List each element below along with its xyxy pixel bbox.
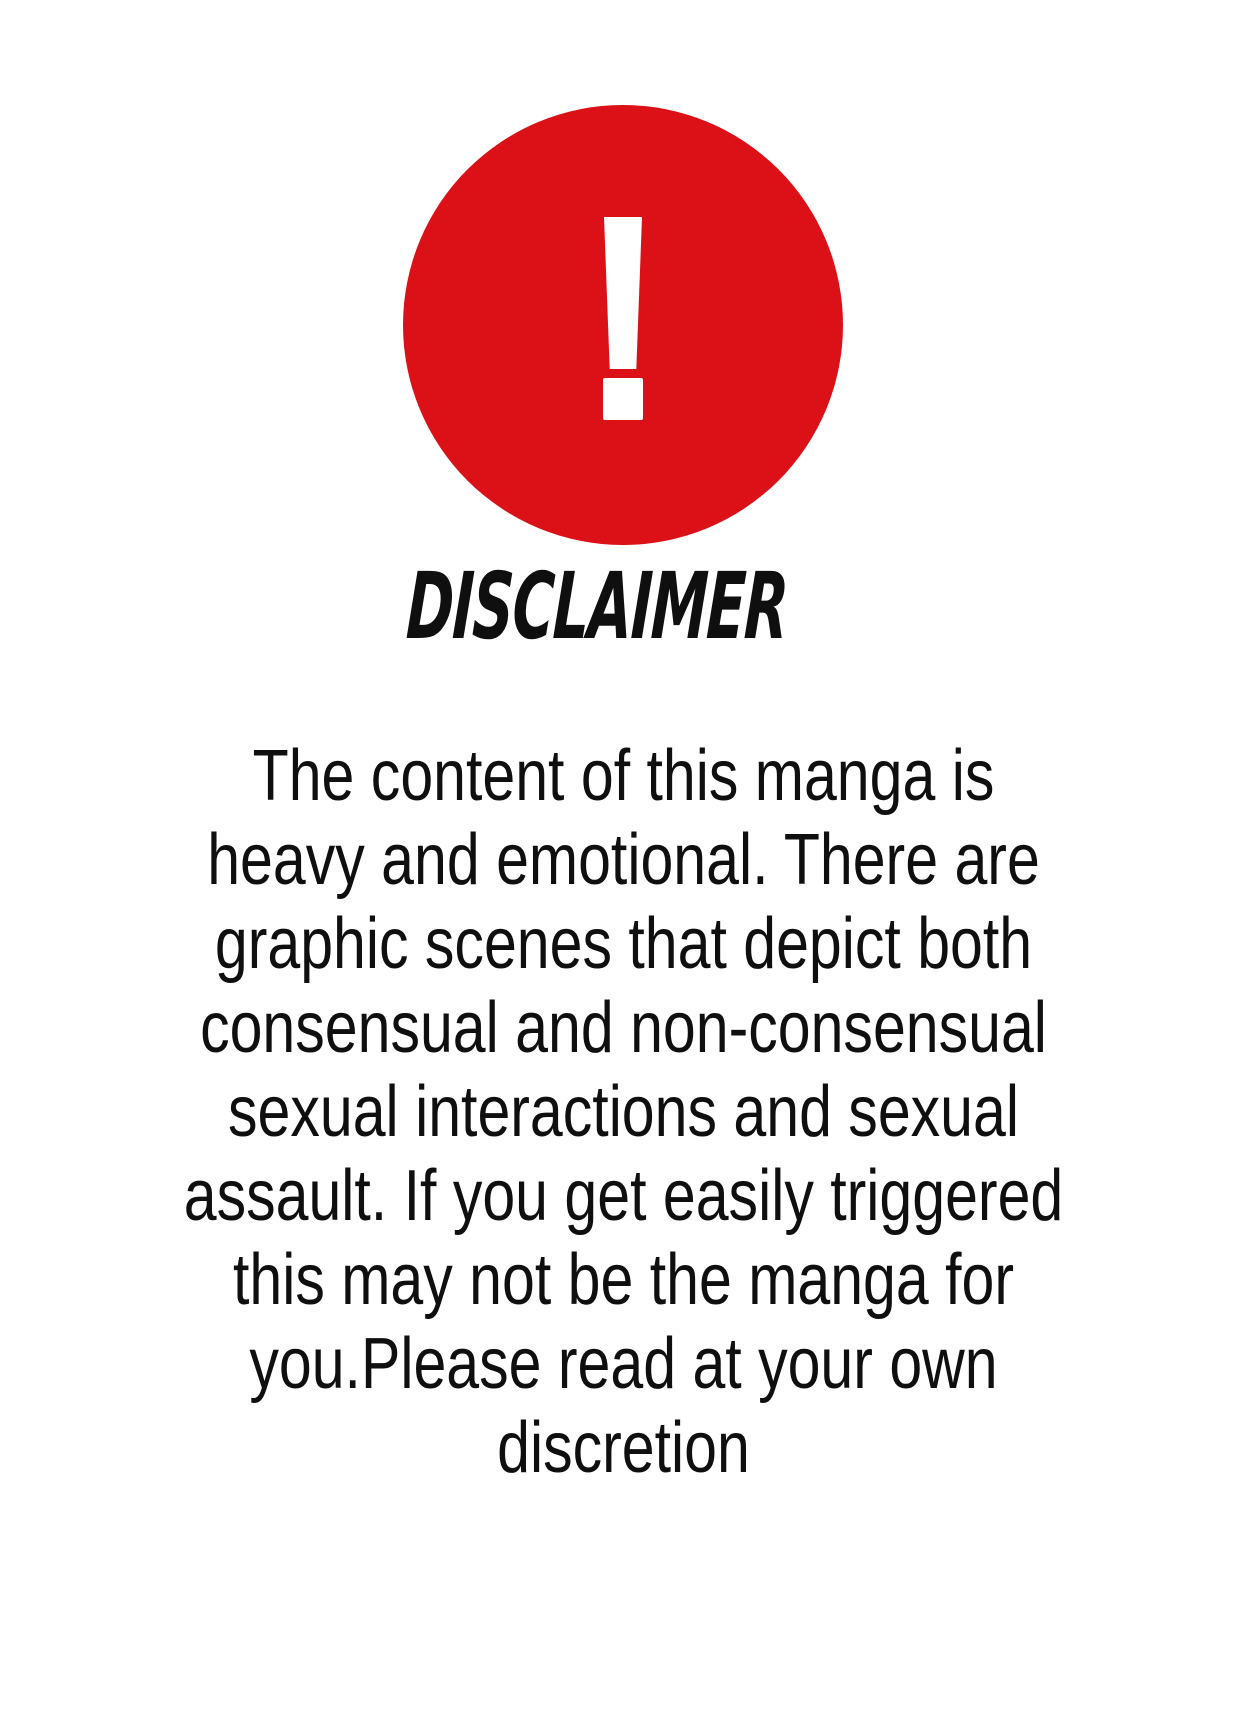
disclaimer-line: The content of this manga is [252,736,995,816]
warning-exclamation-icon [403,105,843,545]
disclaimer-line: you.Please read at your own [249,1324,998,1404]
exclamation-dot [603,378,643,420]
disclaimer-line: graphic scenes that depict both [214,904,1033,984]
disclaimer-line: discretion [497,1408,750,1488]
exclamation-stem [604,217,642,369]
disclaimer-text [112,734,1135,1490]
disclaimer-line: consensual and non-consensual [200,988,1047,1068]
disclaimer-line: assault. If you get easily triggered [183,1156,1064,1236]
disclaimer-line: this may not be the manga for [232,1240,1015,1320]
disclaimer-line: sexual interactions and sexual [228,1072,1019,1152]
disclaimer-line: heavy and emotional. There are [207,820,1040,900]
page-title: DISCLAIMER [404,553,790,660]
